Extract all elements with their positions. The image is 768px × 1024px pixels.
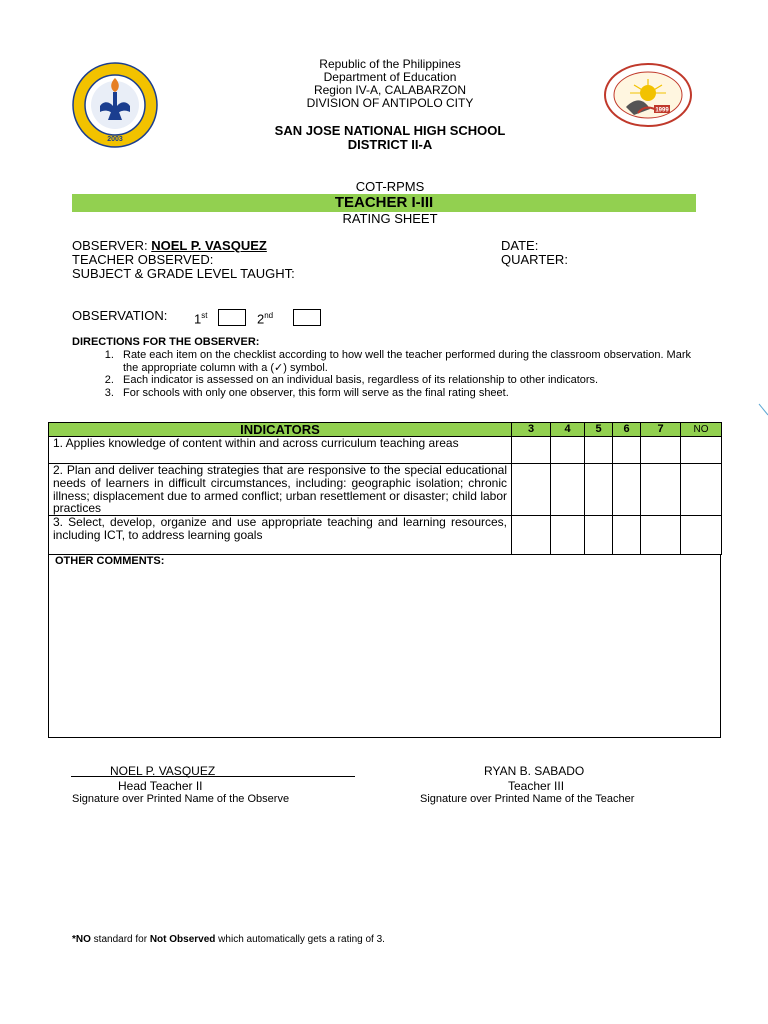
observation-label: OBSERVATION: bbox=[72, 308, 168, 323]
observer-field bbox=[72, 239, 267, 253]
table-row bbox=[49, 437, 722, 464]
school-district: DISTRICT II-A bbox=[347, 137, 433, 152]
other-comments-box[interactable] bbox=[48, 554, 721, 738]
table-header-row bbox=[49, 423, 722, 437]
direction-item: 3. For schools with only one observer, this form will serve as the final rating sheet. bbox=[117, 387, 692, 400]
direction-item: 1. Rate each item on the checklist according to how well the teacher performed during the classroom observation. Mark the appropriate column with a (✓) symbol. bbox=[117, 349, 692, 374]
observation-first-label: 1st bbox=[194, 311, 208, 327]
observer-label: OBSERVER: bbox=[72, 238, 148, 253]
header-region: Region IV-A, CALABARZON bbox=[313, 83, 467, 97]
teacher-signature-title: Teacher III bbox=[508, 779, 565, 793]
footnote-suffix: which automatically gets a rating of 3. bbox=[215, 934, 385, 945]
rating-cell[interactable] bbox=[585, 516, 613, 555]
rating-cell[interactable] bbox=[613, 437, 641, 464]
header-department: Department of Education bbox=[323, 70, 457, 84]
observer-signature-line bbox=[71, 776, 355, 777]
observer-signature-name: NOEL P. VASQUEZ bbox=[110, 764, 216, 778]
table-row bbox=[49, 516, 722, 555]
direction-item: 2. Each indicator is assessed on an individual basis, regardless of its relationship to other indicators. bbox=[117, 374, 692, 387]
observer-value: NOEL P. VASQUEZ bbox=[151, 238, 267, 253]
indicator-text: 1. Applies knowledge of content within and across curriculum teaching areas bbox=[49, 437, 512, 464]
teacher-signature-name: RYAN B. SABADO bbox=[484, 764, 585, 778]
school-name: SAN JOSE NATIONAL HIGH SCHOOL bbox=[274, 123, 506, 138]
rating-table bbox=[48, 422, 722, 555]
footnote-prefix: *NO bbox=[72, 934, 91, 945]
rating-cell[interactable] bbox=[641, 437, 681, 464]
directions-title: DIRECTIONS FOR THE OBSERVER: bbox=[72, 336, 260, 348]
rating-cell[interactable] bbox=[613, 516, 641, 555]
rating-cell[interactable] bbox=[512, 464, 551, 516]
svg-text:2003: 2003 bbox=[107, 136, 123, 143]
school-seal bbox=[604, 63, 692, 127]
header-rating-6: 6 bbox=[613, 423, 641, 437]
rating-cell[interactable] bbox=[681, 437, 722, 464]
rating-cell[interactable] bbox=[551, 516, 585, 555]
rating-cell[interactable] bbox=[551, 464, 585, 516]
rating-cell[interactable] bbox=[512, 516, 551, 555]
header-rating-3: 3 bbox=[512, 423, 551, 437]
header-republic: Republic of the Philippines bbox=[319, 57, 461, 71]
form-code: COT-RPMS bbox=[355, 179, 425, 194]
header-indicators: INDICATORS bbox=[49, 423, 512, 437]
quarter-label: QUARTER: bbox=[501, 252, 568, 267]
position-title: TEACHER I-III bbox=[334, 194, 434, 211]
rating-cell[interactable] bbox=[681, 464, 722, 516]
header-rating-7: 7 bbox=[641, 423, 681, 437]
header-rating-4: 4 bbox=[551, 423, 585, 437]
rating-cell[interactable] bbox=[585, 437, 613, 464]
teacher-observed-label: TEACHER OBSERVED: bbox=[72, 252, 214, 267]
other-comments-label: OTHER COMMENTS: bbox=[55, 555, 165, 567]
observation-second-checkbox[interactable] bbox=[293, 309, 321, 326]
position-band bbox=[72, 194, 696, 212]
rating-cell[interactable] bbox=[551, 437, 585, 464]
header-rating-5: 5 bbox=[585, 423, 613, 437]
rating-cell[interactable] bbox=[585, 464, 613, 516]
indicator-text: 2. Plan and deliver teaching strategies that are responsive to the special educational needs of learners in difficult circumstances, including: geographic isolation; chronic illness; displacement due to armed conflict; urban resettlement or disaster; child labor practices bbox=[49, 464, 512, 516]
deped-division-seal bbox=[72, 62, 158, 148]
indicator-text: 3. Select, develop, organize and use appropriate teaching and learning resources, including ICT, to address learning goals bbox=[49, 516, 512, 555]
observation-first-checkbox[interactable] bbox=[218, 309, 246, 326]
edge-mark bbox=[758, 403, 768, 417]
footnote-middle: standard for bbox=[90, 934, 150, 945]
rating-cell[interactable] bbox=[641, 516, 681, 555]
observer-signature-title: Head Teacher II bbox=[118, 779, 203, 793]
observer-signature-caption: Signature over Printed Name of the Observe bbox=[72, 793, 290, 805]
teacher-signature-caption: Signature over Printed Name of the Teacher bbox=[420, 793, 635, 805]
rating-cell[interactable] bbox=[641, 464, 681, 516]
observation-second-label: 2nd bbox=[257, 311, 274, 327]
svg-text:1999: 1999 bbox=[655, 107, 669, 114]
rating-cell[interactable] bbox=[613, 464, 641, 516]
rating-cell[interactable] bbox=[512, 437, 551, 464]
header-division: DIVISION OF ANTIPOLO CITY bbox=[306, 96, 474, 110]
header-not-observed: NO bbox=[681, 423, 722, 437]
directions-section bbox=[72, 336, 692, 399]
table-row bbox=[49, 464, 722, 516]
sheet-title: RATING SHEET bbox=[342, 211, 438, 226]
footnote bbox=[72, 934, 385, 945]
date-label: DATE: bbox=[501, 238, 539, 253]
footnote-bold: Not Observed bbox=[149, 934, 216, 945]
rating-cell[interactable] bbox=[681, 516, 722, 555]
subject-grade-label: SUBJECT & GRADE LEVEL TAUGHT: bbox=[72, 266, 295, 281]
